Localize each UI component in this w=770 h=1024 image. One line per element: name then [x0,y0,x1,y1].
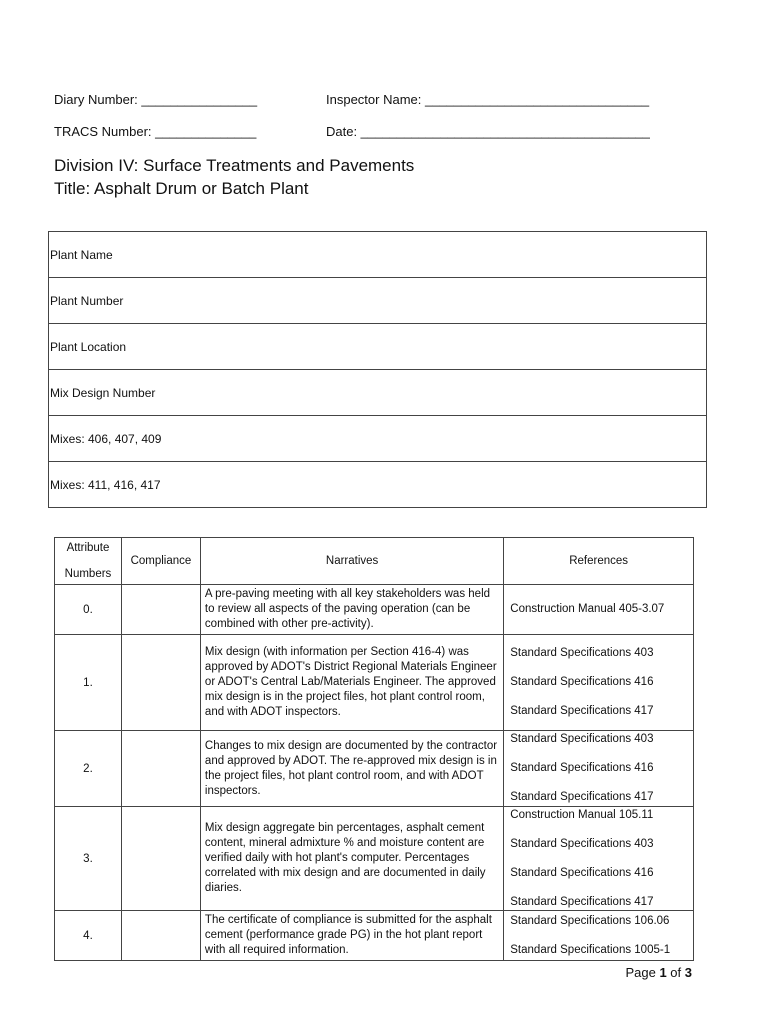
division-heading: Division IV: Surface Treatments and Pavements [54,156,415,175]
reference-item: Standard Specifications 403 [510,837,654,850]
table-row [55,635,694,731]
plant-name-cell: Plant Name [49,232,707,278]
table-row [49,462,707,508]
current-page: 1 [659,965,667,980]
references-cell [504,911,694,961]
table-row [49,416,707,462]
diary-number-field: Diary Number: ________________ [54,92,258,107]
plant-info-table [48,231,707,508]
compliance-cell [121,635,200,731]
attribute-number: 0. [55,585,122,635]
references-cell [504,635,694,731]
reference-item: Standard Specifications 417 [510,895,654,908]
reference-item: Standard Specifications 403 [510,647,654,659]
attribute-header-line2: Numbers [64,568,112,580]
attribute-header-line1: Attribute [66,542,110,554]
table-row [55,585,694,635]
narrative-cell: Mix design aggregate bin percentages, asphalt cement content, mineral admixture % and moisture content are verified daily with hot plant's computer. Percentages correlated with mix design and are documented in daily diaries. [200,807,503,911]
references-cell [504,585,694,635]
narrative-cell: A pre-paving meeting with all key stakeholders was held to review all aspects of the paving operation (can be combined with other pre-activity). [200,585,503,635]
narratives-header: Narratives [200,538,503,585]
mixes-406-cell: Mixes: 406, 407, 409 [49,416,707,462]
table-row [55,911,694,961]
reference-item: Standard Specifications 106.06 [510,914,670,927]
reference-item: Standard Specifications 417 [510,791,654,803]
table-row [55,731,694,807]
reference-item: Standard Specifications 416 [510,762,654,774]
tracs-number-field: TRACS Number: ______________ [54,124,257,139]
page-separator: of [666,965,685,980]
reference-item: Standard Specifications 416 [510,866,654,879]
attribute-number: 3. [55,807,122,911]
table-row [55,807,694,911]
references-cell [504,807,694,911]
plant-number-cell: Plant Number [49,278,707,324]
table-row [49,278,707,324]
compliance-cell [121,731,200,807]
reference-item: Standard Specifications 416 [510,676,654,688]
narrative-cell: Mix design (with information per Section 416-4) was approved by ADOT's District Regional Materials Engineer or ADOT's Central Lab/Materials Engineer. The approved mix design is in the project files, hot plant control room, and with ADOT inspectors. [200,635,503,731]
compliance-cell [121,911,200,961]
references-cell [504,731,694,807]
narrative-cell: The certificate of compliance is submitted for the asphalt cement (performance grade PG) in the hot plant report with all required information. [200,911,503,961]
attributes-table [54,537,694,961]
table-row [49,232,707,278]
document-title: Title: Asphalt Drum or Batch Plant [54,179,309,198]
inspector-name-field: Inspector Name: _______________________________ [326,92,650,107]
narrative-cell: Changes to mix design are documented by the contractor and approved by ADOT. The re-approved mix design is in the project files, hot plant control room, and with ADOT inspectors. [200,731,503,807]
total-pages: 3 [684,965,692,980]
table-row [49,370,707,416]
reference-item: Construction Manual 405-3.07 [510,603,665,615]
date-field: Date: ________________________________________ [326,124,650,139]
references-header: References [504,538,694,585]
reference-item: Standard Specifications 417 [510,705,654,717]
attribute-number: 4. [55,911,122,961]
attribute-numbers-header [55,538,122,585]
mixes-411-cell: Mixes: 411, 416, 417 [49,462,707,508]
table-row [49,324,707,370]
compliance-cell [121,807,200,911]
compliance-cell [121,585,200,635]
page-label: Page [625,965,660,980]
plant-location-cell: Plant Location [49,324,707,370]
attribute-number: 2. [55,731,122,807]
table-header-row [55,538,694,585]
page-number [625,965,692,980]
compliance-header: Compliance [121,538,200,585]
mix-design-number-cell: Mix Design Number [49,370,707,416]
attribute-number: 1. [55,635,122,731]
reference-item: Construction Manual 105.11 [510,808,654,821]
reference-item: Standard Specifications 1005-1 [510,943,671,956]
reference-item: Standard Specifications 403 [510,733,654,745]
